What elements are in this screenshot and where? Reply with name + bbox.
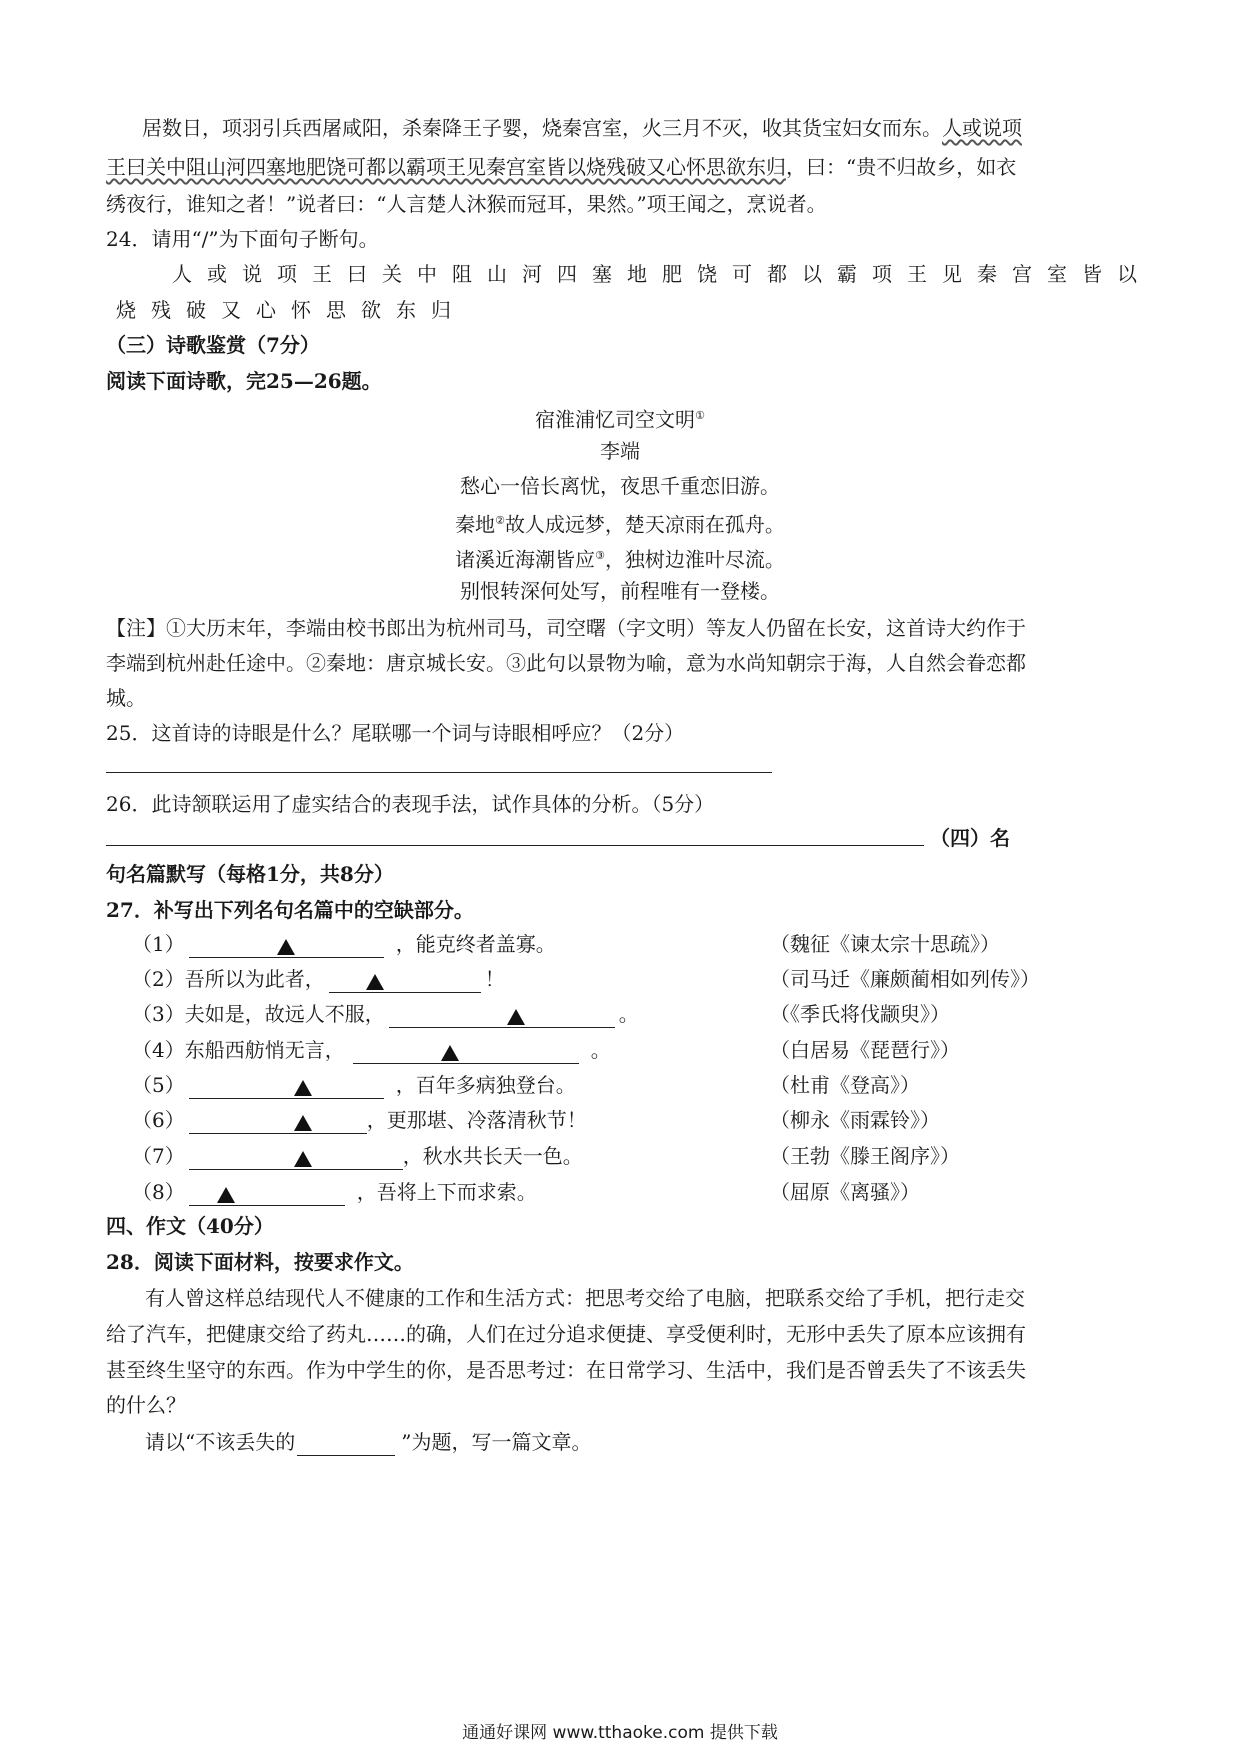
fill-source-5: （杜甫《登高》）: [770, 1073, 920, 1097]
fill-item-3: （3）夫如是，故远人不服， 。: [132, 1002, 639, 1026]
poem-author: 李端: [600, 439, 640, 463]
triangle-icon: [294, 1080, 312, 1096]
poem-line-3: 诸溪近海潮皆应③，独树边淮叶尽流。: [455, 547, 785, 572]
passage-line-1: 居数日，项羽引兵西屠咸阳，杀秦降王子婴，烧秦宫室，火三月不灭，收其货宝妇女而东。人或说项: [142, 116, 1022, 140]
fill-source-8: （屈原《离骚》）: [770, 1180, 920, 1204]
essay-para-line-2: 给了汽车，把健康交给了药丸……的确，人们在过分追求便捷、享受便利时，无形中丢失了原本应该拥有: [106, 1322, 1026, 1346]
triangle-icon: [294, 1151, 312, 1167]
poem-line-2: 秦地②故人成远梦，楚天凉雨在孤舟。: [455, 512, 785, 537]
poem-line-1: 愁心一倍长离忧，夜思千重恋旧游。: [460, 474, 780, 498]
notes-line-1: 【注】①大历末年，李端由校书郎出为杭州司马，司空曙（字文明）等友人仍留在长安，这首诗大约作于: [106, 616, 1026, 640]
essay-para-line-4: 的什么？: [106, 1393, 186, 1417]
essay-prompt: 28．阅读下面材料，按要求作文。: [106, 1250, 414, 1274]
essay-para-line-3: 甚至终生坚守的东西。作为中学生的你，是否思考过：在日常学习、生活中，我们是否曾丢失了不该丢失: [106, 1358, 1026, 1382]
passage-line-3: 绣夜行，谁知之者！”说者曰：“人言楚人沐猴而冠耳，果然。”项王闻之，烹说者。: [106, 192, 827, 216]
poem-title: 宿淮浦忆司空文明①: [535, 407, 705, 432]
fill-blank-3[interactable]: [389, 1003, 615, 1028]
notes-line-2: 李端到杭州赴任途中。②秦地：唐京城长安。③此句以景物为喻，意为水尚知朝宗于海，人自然会眷恋都: [106, 651, 1026, 675]
fill-item-4: （4）东船西舫悄无言， 。: [132, 1038, 611, 1062]
fill-blank-8[interactable]: [189, 1181, 345, 1206]
q25-answer-line[interactable]: [106, 772, 772, 773]
poem-title-note: ①: [695, 409, 705, 422]
q27-prompt: 27．补写出下列名句名篇中的空缺部分。: [106, 898, 474, 922]
fill-source-3: （《季氏将伐颛臾》）: [770, 1002, 950, 1026]
fill-item-6: （6） ，更那堪、冷落清秋节！: [132, 1108, 587, 1132]
fill-blank-5[interactable]: [189, 1074, 384, 1099]
fill-source-4: （白居易《琵琶行》）: [770, 1038, 960, 1062]
fill-source-1: （魏征《谏太宗十思疏》）: [770, 932, 1000, 956]
fill-blank-4[interactable]: [353, 1039, 579, 1064]
fill-blank-7[interactable]: [189, 1145, 403, 1170]
section3-instruction: 阅读下面诗歌，完25—26题。: [106, 369, 382, 393]
triangle-icon: [507, 1009, 525, 1025]
triangle-icon: [217, 1187, 235, 1203]
triangle-icon: [294, 1115, 312, 1131]
page-footer: 通通好课网 www.tthaoke.com 提供下载: [462, 1723, 778, 1743]
fill-source-7: （王勃《滕王阁序》）: [770, 1144, 960, 1168]
passage-line-2: 王曰关中阻山河四塞地肥饶可都以霸项王见秦宫室皆以烧残破又心怀思欲东归，曰：“贵不归故乡，如衣: [106, 155, 1017, 179]
notes-line-3: 城。: [106, 686, 146, 710]
q26-prompt: 26．此诗颔联运用了虚实结合的表现手法，试作具体的分析。（5分）: [106, 792, 715, 816]
fill-source-6: （柳永《雨霖铃》）: [770, 1108, 940, 1132]
fill-item-1: （1） ，能克终者盖寡。: [132, 932, 556, 956]
triangle-icon: [441, 1045, 459, 1061]
q25-prompt: 25．这首诗的诗眼是什么？尾联哪一个词与诗眼相呼应？（2分）: [106, 721, 685, 745]
q24-prompt: 24．请用“/”为下面句子断句。: [106, 227, 379, 251]
q26-answer-line[interactable]: [106, 845, 924, 846]
section4-heading-tail: （四）名: [930, 826, 1010, 850]
essay-para-line-1: 有人曾这样总结现代人不健康的工作和生活方式：把思考交给了电脑，把联系交给了手机，把行走交: [145, 1286, 1025, 1310]
essay-task: 请以“不该丢失的 ”为题，写一篇文章。: [145, 1430, 592, 1454]
triangle-icon: [277, 939, 295, 955]
triangle-icon: [366, 974, 384, 990]
fill-item-5: （5） ，百年多病独登台。: [132, 1073, 576, 1097]
fill-blank-6[interactable]: [189, 1109, 367, 1134]
fill-source-2: （司马迁《廉颇蔺相如列传》）: [770, 967, 1040, 991]
passage-wavy-start: 人或说项: [942, 116, 1022, 140]
q24-text-line-1: 人或说项王曰关中阻山河四塞地肥饶可都以霸项王见秦宫室皆以: [172, 262, 1152, 286]
q24-text-line-2: 烧残破又心怀思欲东归: [116, 298, 466, 322]
poem-line-4: 别恨转深何处写，前程唯有一登楼。: [460, 579, 780, 603]
essay-title-blank[interactable]: [297, 1433, 395, 1456]
fill-blank-1[interactable]: [189, 933, 384, 958]
fill-item-7: （7） ，秋水共长天一色。: [132, 1144, 583, 1168]
section4-heading: 句名篇默写（每格1分，共8分）: [106, 862, 394, 886]
passage-wavy-sentence: 王曰关中阻山河四塞地肥饶可都以霸项王见秦宫室皆以烧残破又心怀思欲东归: [106, 155, 786, 179]
fill-item-2: （2）吾所以为此者， ！: [132, 967, 505, 991]
fill-blank-2[interactable]: [329, 968, 481, 993]
essay-heading: 四、作文（40分）: [106, 1214, 274, 1238]
section3-heading: （三）诗歌鉴赏（7分）: [106, 333, 320, 357]
fill-item-8: （8） ，吾将上下而求索。: [132, 1180, 537, 1204]
